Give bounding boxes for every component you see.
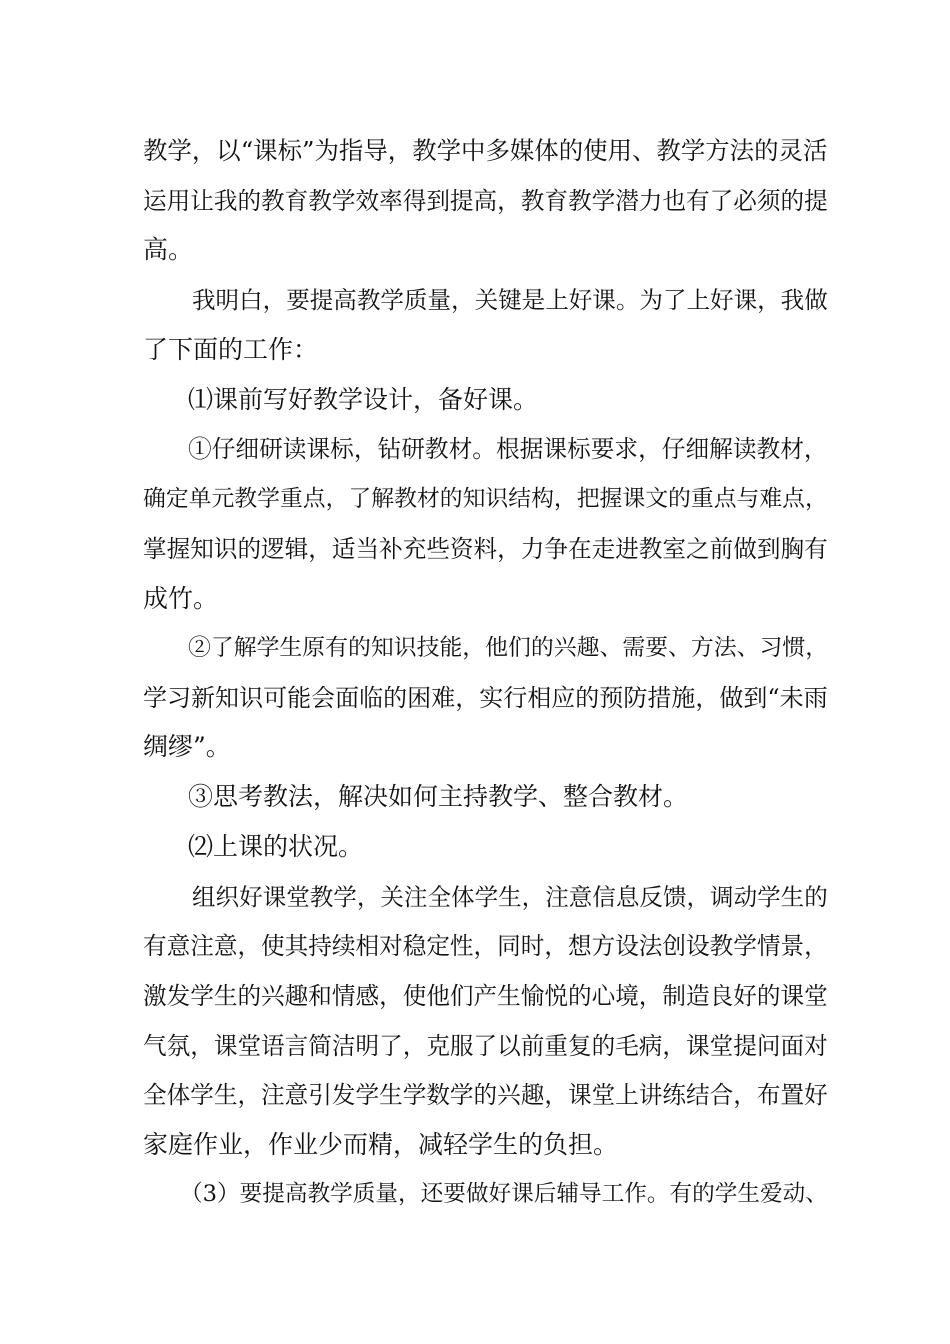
text-line: 成竹。 [143, 584, 219, 613]
text-line: 教学，以“课标”为指导，教学中多媒体的使用、教学方法的灵活 [143, 136, 828, 165]
text-line: 激发学生的兴趣和情感，使他们产生愉悦的心境，制造良好的课堂 [143, 982, 828, 1010]
text-line: 我明白，要提高教学质量，关键是上好课。为了上好课，我做 [192, 286, 828, 314]
text-line: 家庭作业，作业少而精，减轻学生的负担。 [143, 1130, 619, 1159]
text-line: （3）要提高教学质量，还要做好课后辅导工作。有的学生爱动、 [180, 1181, 828, 1207]
text-line: 全体学生，注意引发学生学数学的兴趣，课堂上讲练结合，布置好 [143, 1081, 828, 1109]
text-line: 学习新知识可能会面临的困难，实行相应的预防措施，做到“未雨 [143, 684, 828, 712]
text-line: 掌握知识的逻辑，适当补充些资料，力争在走进教室之前做到胸有 [143, 535, 828, 563]
text-line: ③思考教法，解决如何主持教学、整合教材。 [188, 782, 689, 811]
text-line: 组织好课堂教学，关注全体学生，注意信息反馈，调动学生的 [192, 883, 828, 911]
text-line: ⑴课前写好教学设计，备好课。 [188, 385, 539, 414]
text-line: 高。 [143, 235, 194, 264]
text-line: ⑵上课的状况。 [188, 832, 364, 861]
text-line: 运用让我的教育教学效率得到提高，教育教学潜力也有了必须的提 [143, 187, 828, 215]
text-line: 了下面的工作： [143, 335, 319, 364]
text-line: ①仔细研读课标，钻研教材。根据课标要求，仔细解读教材， [188, 435, 828, 463]
text-line: 气氛，课堂语言简洁明了，克服了以前重复的毛病，课堂提问面对 [143, 1032, 828, 1060]
text-line: 确定单元教学重点，了解教材的知识结构，把握课文的重点与难点， [143, 486, 828, 512]
text-line: 绸缪”。 [143, 732, 231, 761]
text-line: 有意注意，使其持续相对稳定性，同时，想方设法创设教学情景， [143, 932, 828, 960]
text-line: ②了解学生原有的知识技能，他们的兴趣、需要、方法、习惯， [188, 635, 829, 661]
